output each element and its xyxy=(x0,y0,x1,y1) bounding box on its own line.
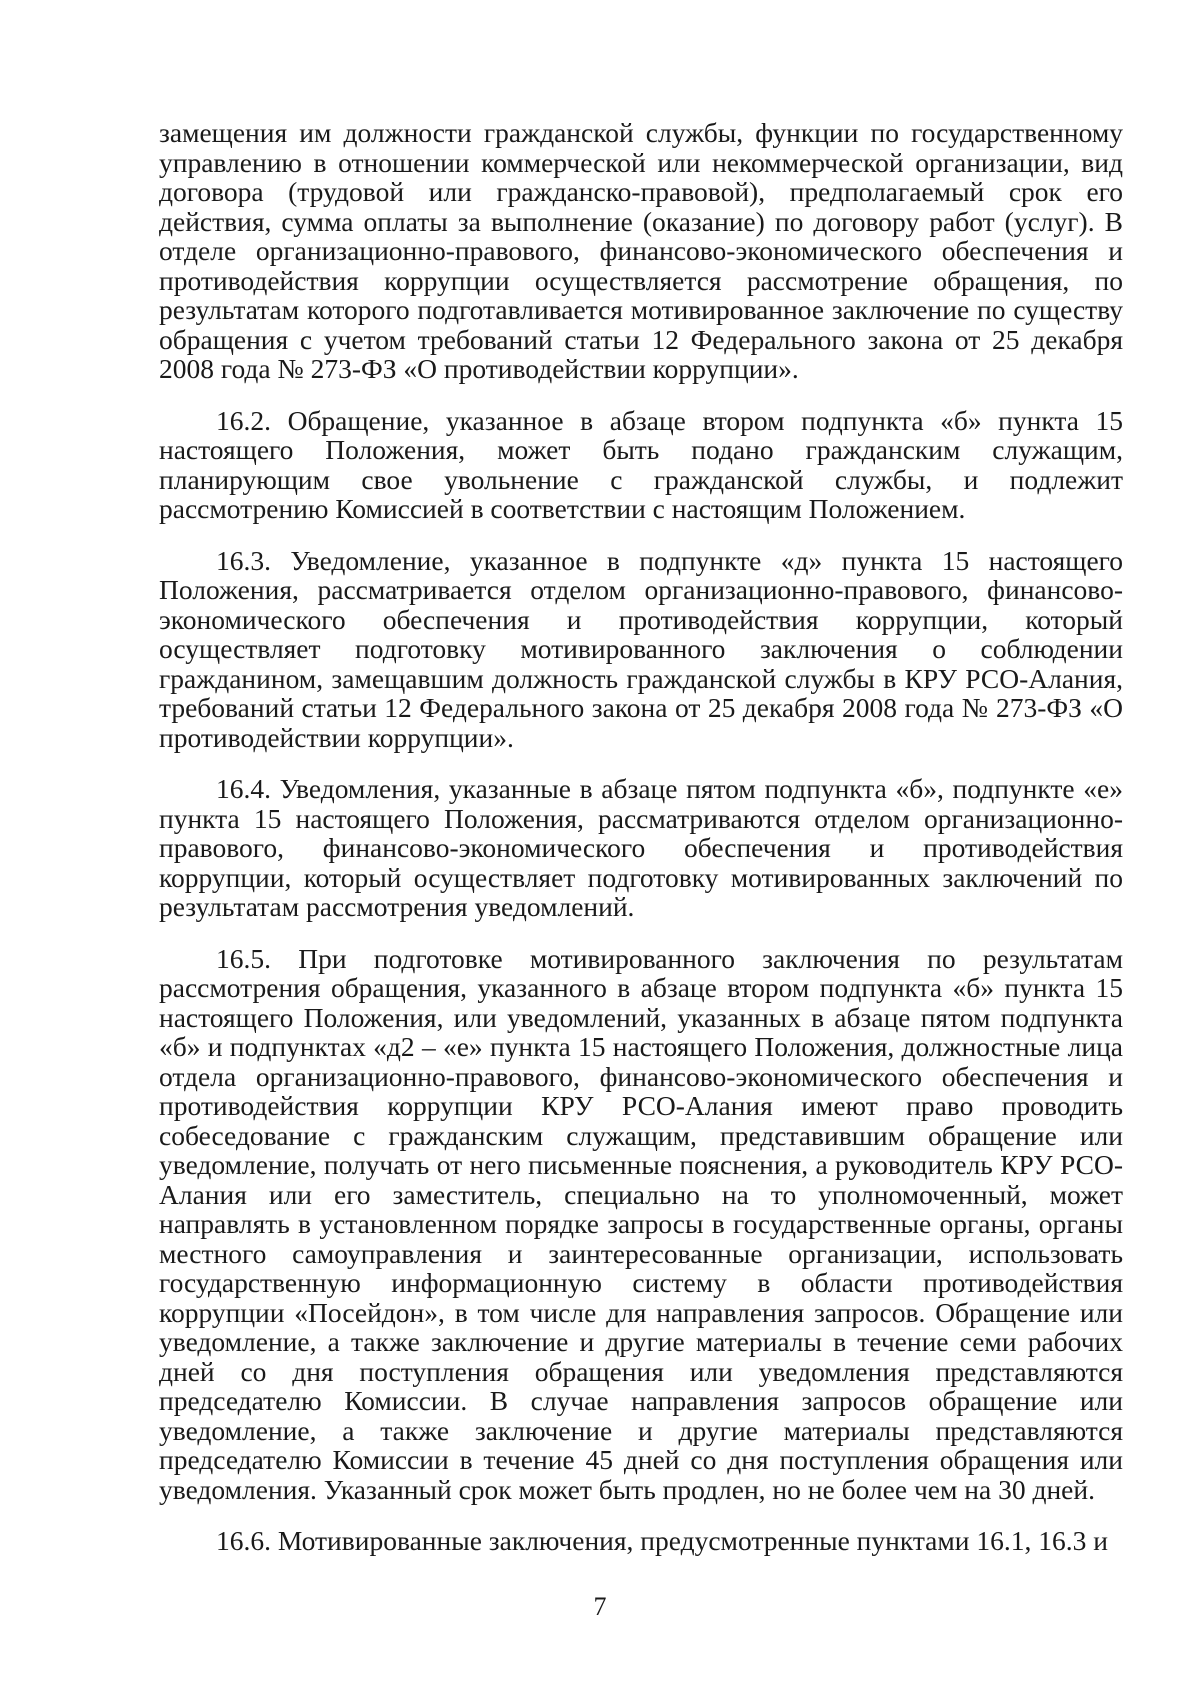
paragraph-16-4: 16.4. Уведомления, указанные в абзаце пятом подпункта «б», подпункте «е» пункта 15 настоящего Положения, рассматриваются отделом организационно-правового, финансово-экономического обеспечения и противодействия коррупции, который осуществляет подготовку мотивированных заключений по результатам рассмотрения уведомлений. xyxy=(159,773,1123,922)
paragraph-continuation: замещения им должности гражданской службы, функции по государственному управлению в отношении коммерческой или некоммерческой организации, вид договора (трудовой или гражданско-правовой), предполагаемый срок его действия, сумма оплаты за выполнение (оказание) по договору работ (услуг). В отделе организационно-правового, финансово-экономического обеспечения и противодействия коррупции осуществляется рассмотрение обращения, по результатам которого подготавливается мотивированное заключение по существу обращения с учетом требований статьи 12 Федерального закона от 25 декабря 2008 года № 273-ФЗ «О противодействии коррупции». xyxy=(159,117,1123,384)
paragraph-16-6: 16.6. Мотивированные заключения, предусмотренные пунктами 16.1, 16.3 и xyxy=(216,1525,1108,1556)
document-body xyxy=(159,118,1123,1556)
paragraph-16-3: 16.3. Уведомление, указанное в подпункте «д» пункта 15 настоящего Положения, рассматривается отделом организационно-правового, финансово-экономического обеспечения и противодействия коррупции, который осуществляет подготовку мотивированного заключения о соблюдении гражданином, замещавшим должность гражданской службы в КРУ РСО-Алания, требований статьи 12 Федерального закона от 25 декабря 2008 года № 273-ФЗ «О противодействии коррупции». xyxy=(159,544,1123,753)
paragraph-16-5: 16.5. При подготовке мотивированного заключения по результатам рассмотрения обращения, указанного в абзаце втором подпункта «б» пункта 15 настоящего Положения, или уведомлений, указанных в абзаце пятом подпункта «б» и подпунктах «д2 – «е» пункта 15 настоящего Положения, должностные лица отдела организационно-правового, финансово-экономического обеспечения и противодействия коррупции КРУ РСО-Алания имеют право проводить собеседование с гражданским служащим, представившим обращение или уведомление, получать от него письменные пояснения, а руководитель КРУ РСО-Алания или его заместитель, специально на то уполномоченный, может направлять в установленном порядке запросы в государственные органы, органы местного самоуправления и заинтересованные организации, использовать государственную информационную систему в области противодействия коррупции «Посейдон», в том числе для направления запросов. Обращение или уведомление, а также заключение и другие материалы в течение семи рабочих дней со дня поступления обращения или уведомления представляются председателю Комиссии. В случае направления запросов обращение или уведомление, а также заключение и другие материалы представляются председателю Комиссии в течение 45 дней со дня поступления обращения или уведомления. Указанный срок может быть продлен, но не более чем на 30 дней. xyxy=(159,942,1123,1505)
paragraph-16-2: 16.2. Обращение, указанное в абзаце втором подпункта «б» пункта 15 настоящего Положения, может быть подано гражданским служащим, планирующим свое увольнение с гражданской службы, и подлежит рассмотрению Комиссией в соответствии с настоящим Положением. xyxy=(159,404,1123,524)
page-number: 7 xyxy=(593,1592,607,1621)
